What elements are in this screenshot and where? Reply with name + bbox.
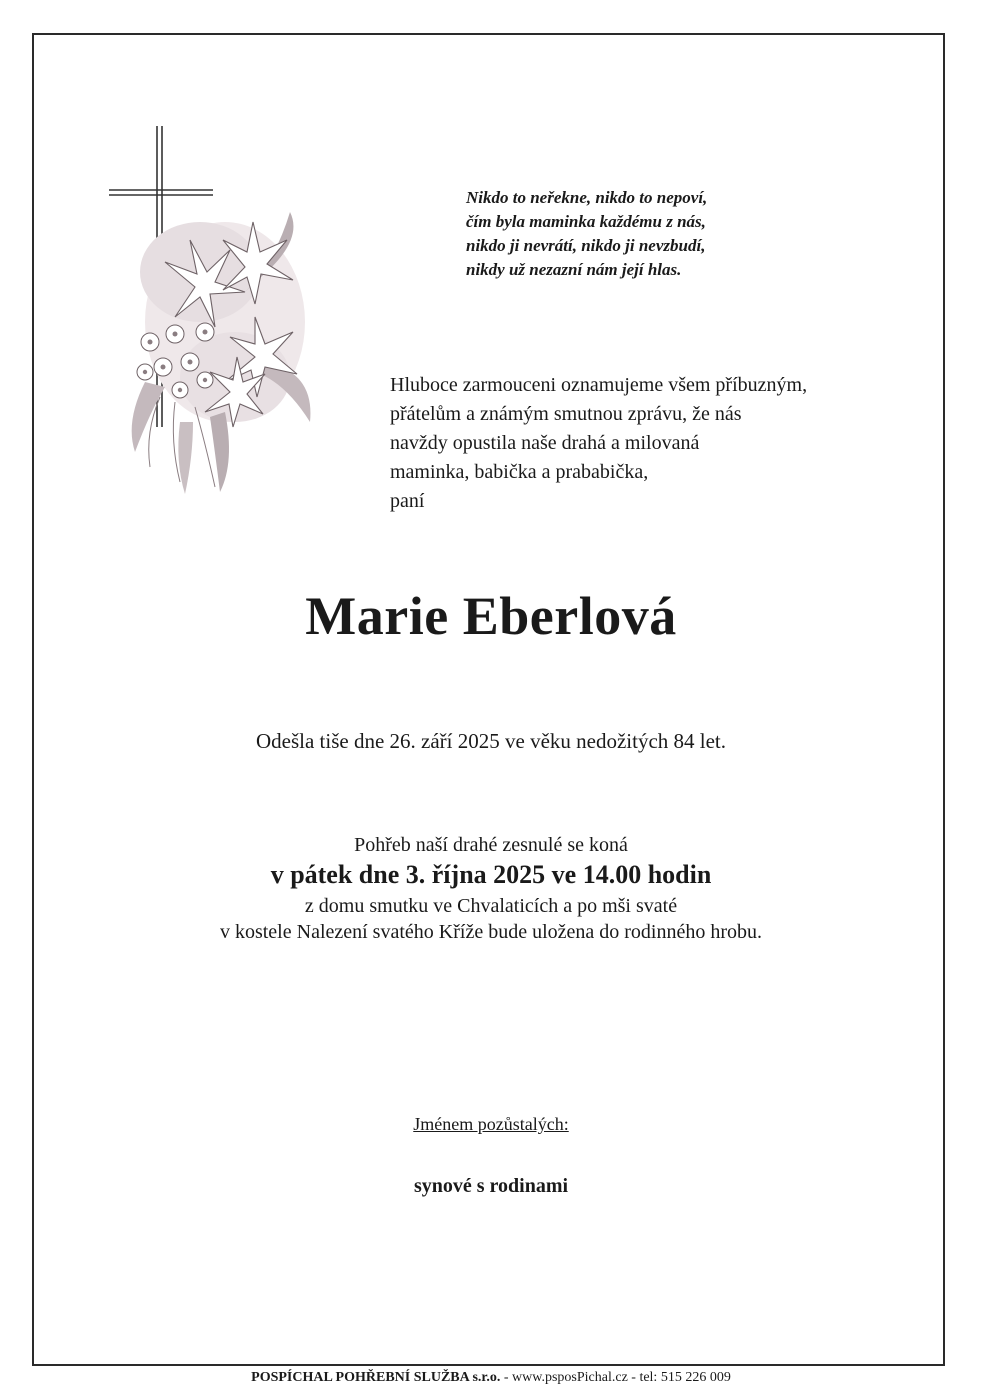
funeral-date: v pátek dne 3. října 2025 ve 14.00 hodin: [270, 860, 712, 889]
funeral-intro: Pohřeb naší drahé zesnulé se koná: [354, 834, 628, 856]
cross-with-lilies-icon: [105, 122, 320, 502]
deceased-name: Marie Eberlová: [305, 586, 677, 646]
memorial-poem: [466, 186, 886, 282]
poem-line: Nikdo to neřekne, nikdo to nepoví,: [466, 188, 708, 207]
company-contact: - www.psposPichal.cz - tel: 515 226 009: [500, 1370, 731, 1385]
passed-away-text: Odešla tiše dne 26. září 2025 ve věku nedožitých 84 let.: [255, 729, 727, 753]
announcement-line: Hluboce zarmouceni oznamujeme všem příbuzným,: [390, 374, 808, 396]
funeral-place-line: z domu smutku ve Chvalaticích a po mši svaté: [304, 895, 678, 917]
on-behalf-text: Jménem pozůstalých:: [413, 1114, 569, 1134]
announcement-line: navždy opustila naše drahá a milovaná: [390, 432, 700, 454]
company-name: POSPÍCHAL POHŘEBNÍ SLUŽBA s.r.o.: [251, 1370, 501, 1385]
announcement-line: paní: [390, 490, 425, 512]
on-behalf-label: [0, 1111, 982, 1137]
poem-line: nikdy už nezazní nám její hlas.: [466, 260, 682, 279]
funeral-place-line: v kostele Nalezení svatého Kříže bude uložena do rodinného hrobu.: [219, 921, 763, 943]
family-signature: synové s rodinami: [413, 1175, 569, 1197]
death-announcement: [390, 371, 930, 516]
poem-line: nikdo ji nevrátí, nikdo ji nevzbudí,: [466, 236, 706, 255]
poem-line: čím byla maminka každému z nás,: [466, 212, 706, 231]
announcement-line: maminka, babička a prababička,: [390, 461, 649, 483]
funeral-service-footer: [0, 1367, 982, 1389]
announcement-line: přátelům a známým smutnou zprávu, že nás: [390, 403, 742, 425]
